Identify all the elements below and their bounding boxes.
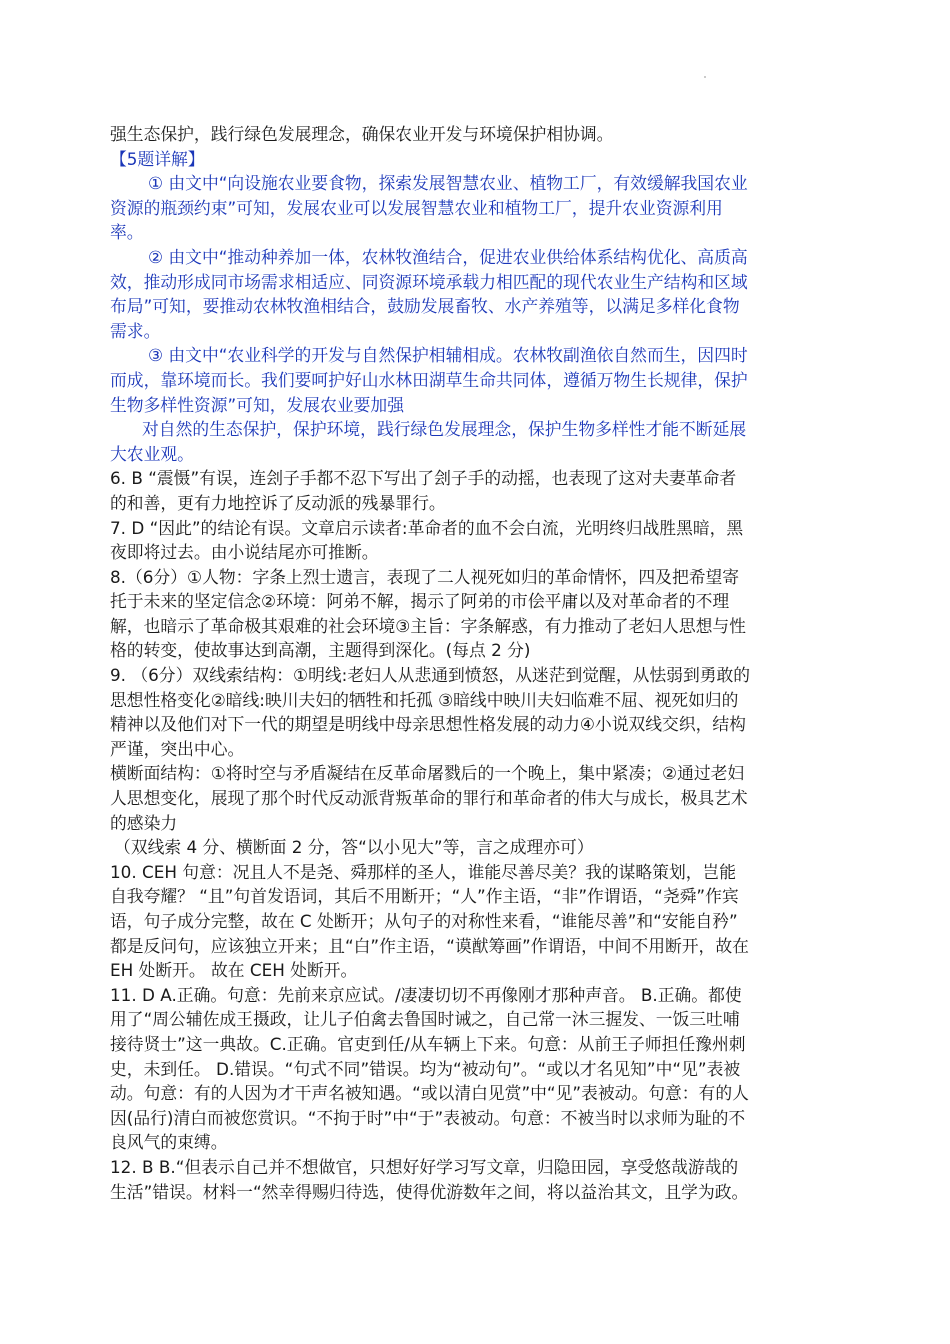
text-line: ③ 由文中“农业科学的开发与自然保护相辅相成。农林牧副渔依自然而生，因四时	[148, 345, 748, 366]
text-line: 10. CEH 句意：况且人不是尧、舜那样的圣人，谁能尽善尽美？我的谋略策划，岂能	[110, 861, 737, 882]
text-line: 格的转变，使故事达到高潮，主题得到深化。(每点 2 分)	[110, 640, 531, 661]
text-line: 生物多样性资源”可知，发展农业要加强	[110, 394, 404, 415]
page-speck	[704, 76, 706, 78]
text-line: 大农业观。	[110, 443, 194, 464]
text-line: 9. （6分）双线索结构：①明线:老妇人从悲通到愤怒，从迷茫到觉醒，从怯弱到勇敢的	[110, 665, 751, 686]
text-line: 效，推动形成同市场需求相适应、同资源环境承载力相匹配的现代农业生产结构和区域	[110, 271, 748, 292]
text-line: 6. B “震慑”有误，连刽子手都不忍下写出了刽子手的动摇，也表现了这对夫妻革命者	[110, 468, 737, 489]
text-line: 托于未来的坚定信念②环境：阿弟不解，揭示了阿弟的市侩平庸以及对革命者的不理	[110, 591, 730, 612]
text-line: 接待贤士”这一典故。C.正确。官吏到任/从车辆上下来。句意：从前王子师担任豫州刺	[110, 1033, 746, 1054]
text-line: 人思想变化，展现了那个时代反动派背叛革命的罪行和革命者的伟大与成长，极具艺术	[110, 788, 748, 809]
text-line: 动。句意：有的人因为才干声名被知遇。“或以清白见赏”中“见”表被动。句意：有的人	[110, 1083, 749, 1104]
text-line: 用了“周公辅佐成王摄政，让儿子伯禽去鲁国时诫之，自己常一沐三握发、一饭三吐哺	[110, 1009, 740, 1030]
text-line: 解，也暗示了革命极其艰难的社会环境③主旨：字条解惑，有力推动了老妇人思想与性	[110, 615, 746, 636]
text-line: 思想性格变化②暗线:映川夫妇的牺牲和托孤 ③暗线中映川夫妇临难不屈、视死如归的	[110, 689, 739, 710]
text-line: 良风气的束缚。	[110, 1132, 228, 1153]
text-line: 率。	[110, 222, 144, 243]
text-line: 7. D “因此”的结论有误。文章启示读者:革命者的血不会白流，光明终归战胜黑暗，黑	[110, 517, 744, 538]
text-line: 横断面结构：①将时空与矛盾凝结在反革命屠戮后的一个晚上，集中紧凑；②通过老妇	[110, 763, 745, 784]
text-line: 语，句子成分完整，故在 C 处断开；从句子的对称性来看，“谁能尽善”和“安能自矜”	[110, 911, 738, 931]
text-line: 而成，靠环境而长。我们要呵护好山水林田湖草生命共同体，遵循万物生长规律，保护	[110, 369, 748, 390]
text-line: 因(品行)清白而被您赏识。“不拘于时”中“于”表被动。句意：不被当时以求师为耻的不	[110, 1107, 746, 1128]
text-line: 12. B B.“但表示自己并不想做官，只想好好学习写文章，归隐田园，享受悠哉游哉的	[110, 1156, 739, 1177]
text-line: 夜即将过去。由小说结尾亦可推断。	[110, 542, 379, 563]
text-line: 11. D A.正确。句意：先前来京应试。/凄凄切切不再像刚才那种声音。 B.正确。都使	[110, 984, 742, 1005]
text-line: 对自然的生态保护，保护环境，践行绿色发展理念，保护生物多样性才能不断延展	[142, 419, 747, 440]
text-line: 资源的瓶颈约束”可知，发展农业可以发展智慧农业和植物工厂，提升农业资源利用	[110, 197, 723, 218]
text-line: 都是反问句，应该独立开来；且“白”作主语，“谟猷筹画”作谓语，中间不用断开，故在	[110, 935, 749, 956]
text-line: 布局”可知，要推动农林牧渔相结合，鼓励发展畜牧、水产养殖等，以满足多样化食物	[110, 296, 740, 317]
text-line: 自我夸耀？ “且”句首发语词，其后不用断开；“人”作主语，“非”作谓语，“尧舜”作宾	[110, 886, 739, 907]
text-line: 严谨，突出中心。	[110, 738, 245, 759]
text-line: ② 由文中“推动种养加一体，农林牧渔结合，促进农业供给体系结构优化、高质高	[148, 246, 748, 267]
text-line: 的感染力	[110, 812, 178, 833]
text-line: 需求。	[110, 320, 161, 341]
text-line: EH 处断开。 故在 CEH 处断开。	[110, 960, 358, 981]
text-line: ① 由文中“向设施农业要食物，探索发展智慧农业、植物工厂，有效缓解我国农业	[148, 173, 748, 194]
text-line: 精神以及他们对下一代的期望是明线中母亲思想性格发展的动力④小说双线交织，结构	[110, 714, 746, 735]
text-line: 8.（6分）①人物：字条上烈士遗言，表现了二人视死如归的革命情怀，四及把希望寄	[110, 566, 740, 587]
text-line: 生活”错误。材料一“然幸得赐归待选，使得优游数年之间，将以益治其文，且学为政。	[110, 1181, 749, 1202]
document-body	[110, 122, 840, 1204]
text-line: 史，未到任。 D.错误。“句式不同”错误。均为“被动句”。“或以才名见知”中“见”表被	[110, 1058, 741, 1079]
text-line: （双线索 4 分、横断面 2 分，答“以小见大”等，言之成理亦可）	[114, 837, 594, 858]
text-line: 的和善，更有力地控诉了反动派的残暴罪行。	[110, 492, 446, 513]
text-line: 强生态保护，践行绿色发展理念，确保农业开发与环境保护相协调。	[110, 124, 614, 144]
text-line: 【5题详解】	[110, 148, 205, 169]
